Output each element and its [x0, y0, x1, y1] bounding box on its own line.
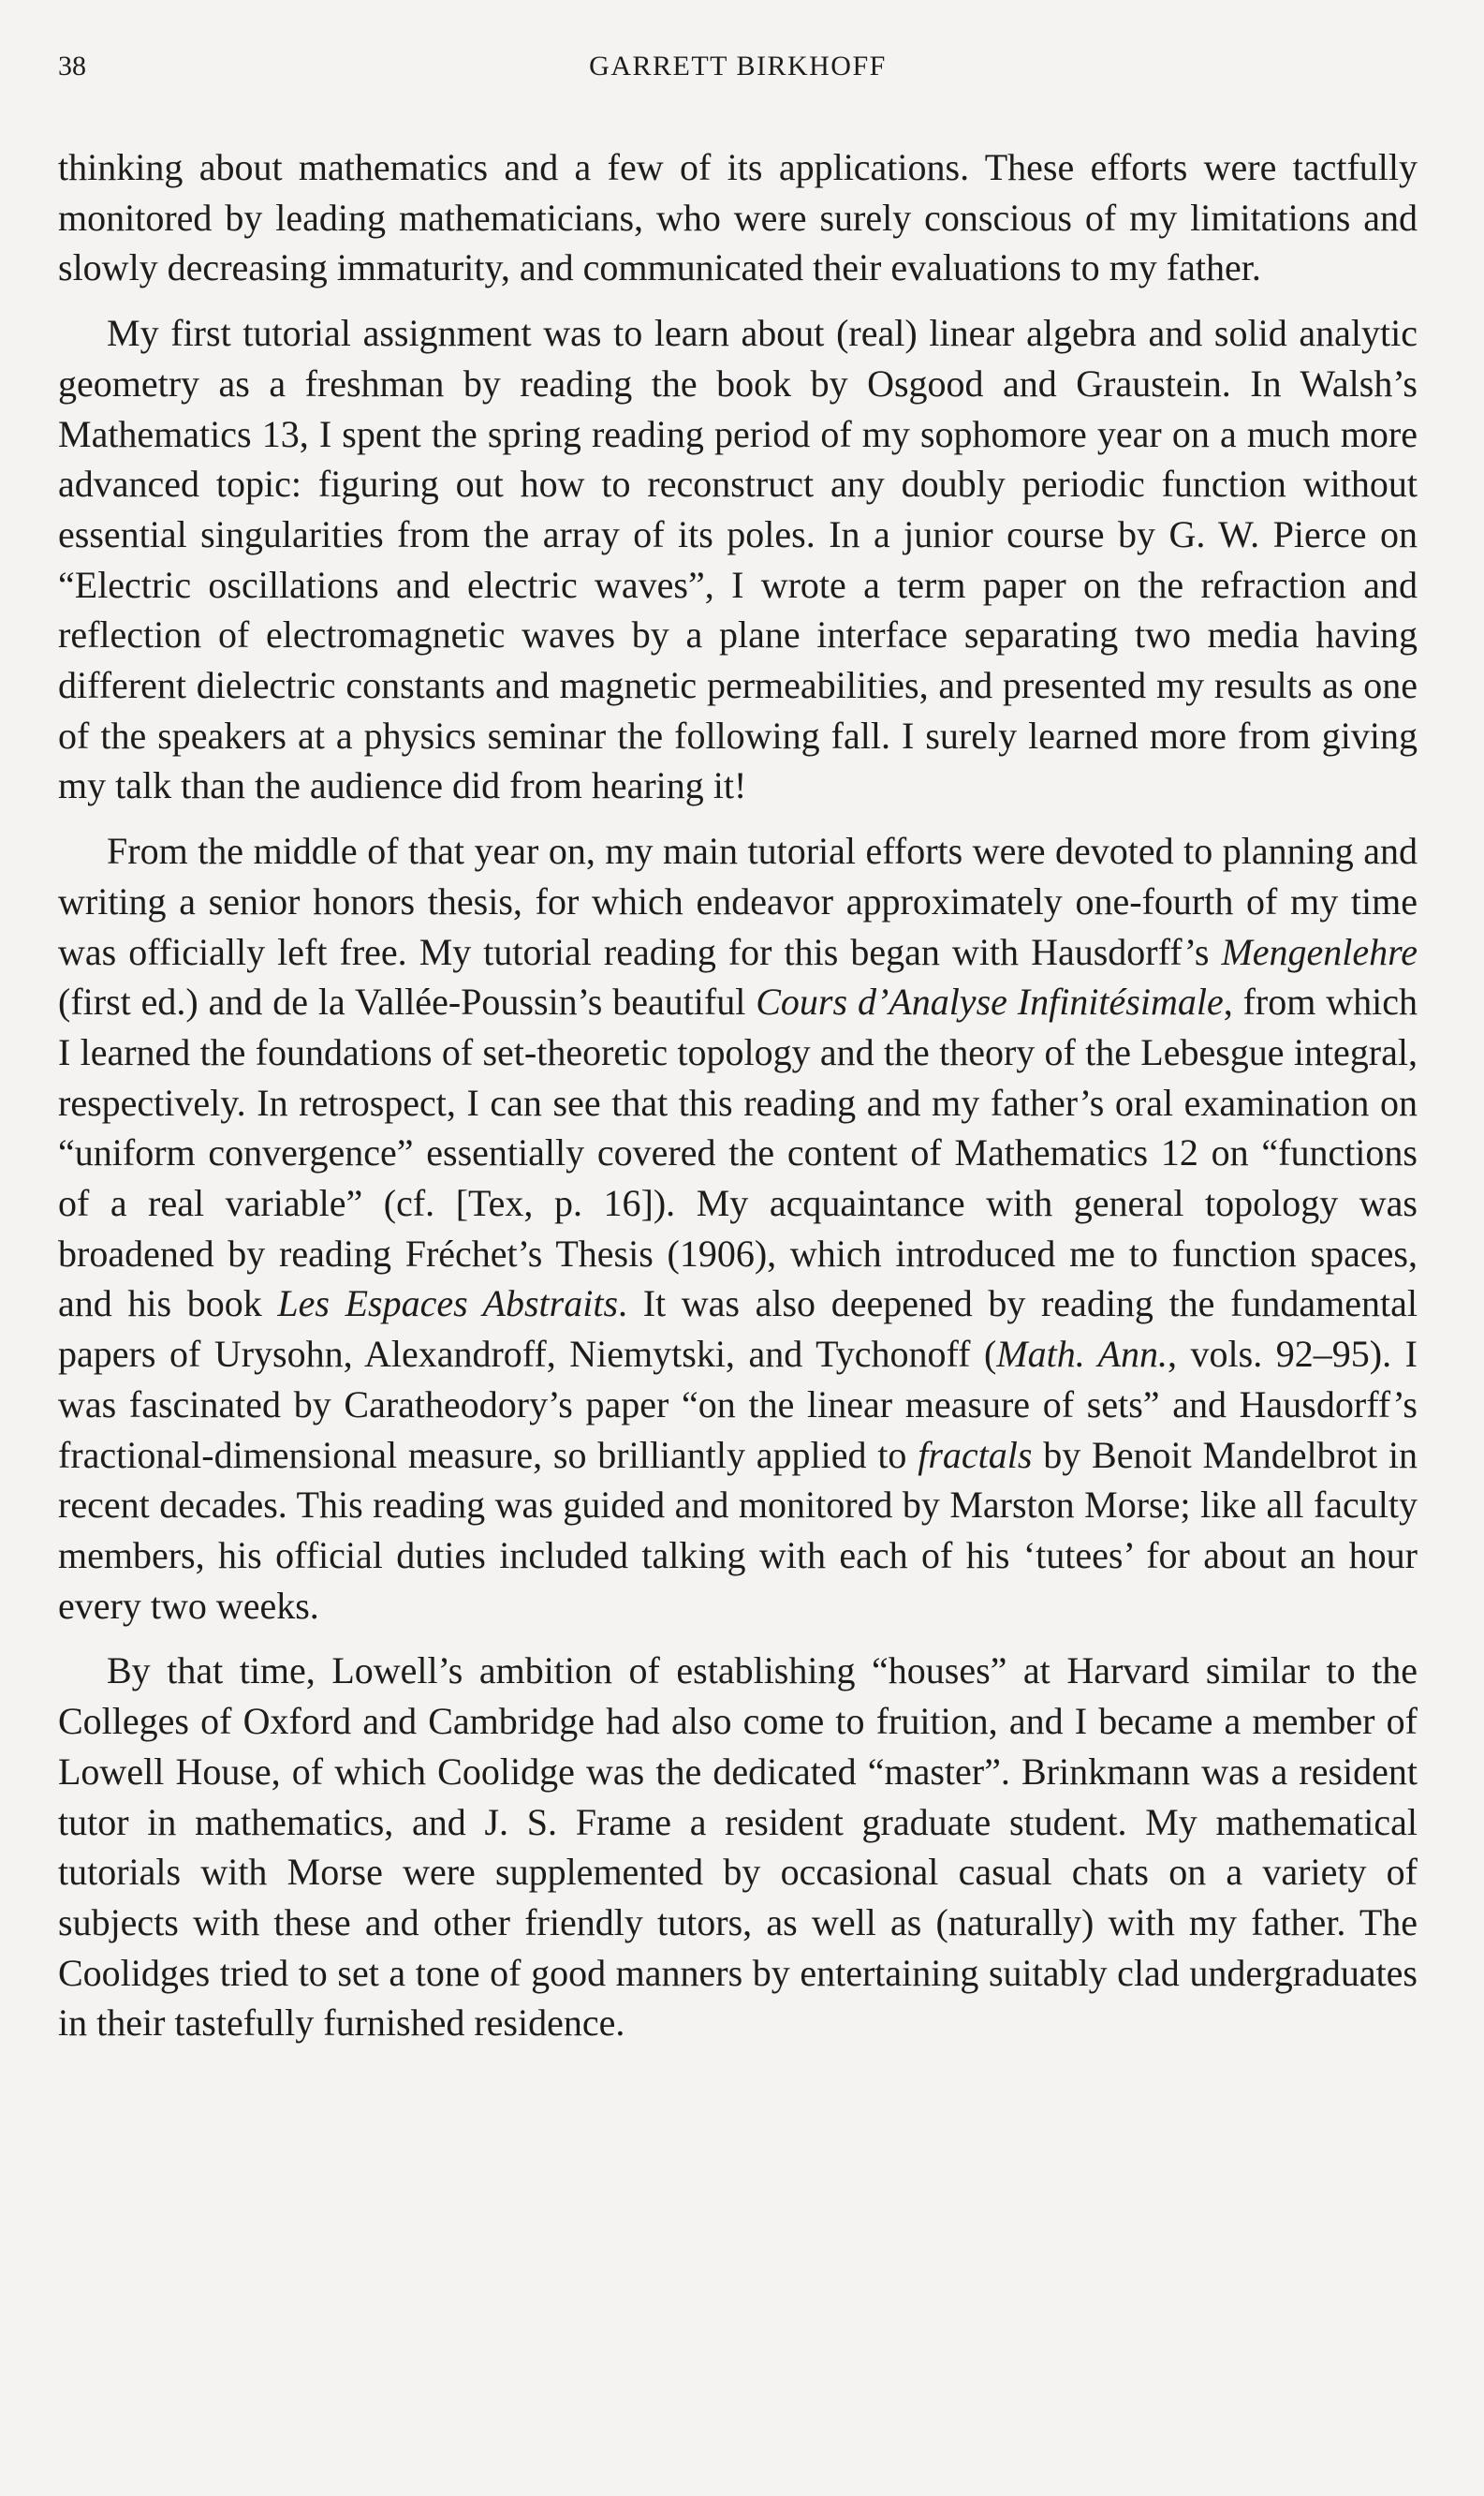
- page-number: 38: [58, 51, 86, 81]
- italic-title: Les Espaces Abstraits: [277, 1282, 619, 1325]
- italic-title: fractals: [918, 1433, 1033, 1476]
- text-run: , vols. 92–95). I was fascinated by Caratheodory’s paper “on the linear measure of sets” and Hausdorff’s fractional-dimensional measure, so brilliantly applied to: [58, 1333, 1418, 1476]
- book-page: [58, 45, 1418, 2063]
- running-head: [58, 45, 1418, 101]
- text-run: by Benoit Mandelbrot in recent decades. This reading was guided and monitored by Marston Morse; like all faculty members, his official duties included talking with each of his ‘tutees’ for about an hour every two weeks.: [58, 1433, 1418, 1627]
- italic-title: Mengenlehre: [1221, 930, 1418, 973]
- text-run: thinking about mathematics and a few of its applications. These efforts were tactfully monitored by leading mathematicians, who were surely conscious of my limitations and slowly decreasing immaturity, and communicated their evaluations to my father.: [58, 146, 1418, 289]
- body-text: [58, 142, 1418, 2048]
- paragraph-3: [58, 826, 1418, 1631]
- italic-title: Math. Ann.: [996, 1333, 1168, 1376]
- paragraph-1: [58, 142, 1418, 293]
- text-run: By that time, Lowell’s ambition of establishing “houses” at Harvard similar to the Colleges of Oxford and Cambridge had also come to fruition, and I became a member of Lowell House, of which Coolidge was the dedicated “master”. Brinkmann was a resident tutor in mathematics, and J. S. Frame a resident graduate student. My mathematical tutorials with Morse were supplemented by occasional casual chats on a variety of subjects with these and other friendly tutors, as well as (naturally) with my father. The Coolidges tried to set a tone of good manners by entertaining suitably clad undergraduates in their tastefully furnished residence.: [58, 1649, 1418, 2045]
- paragraph-4: [58, 1646, 1418, 2048]
- text-run: From the middle of that year on, my main tutorial efforts were devoted to planning and writing a senior honors thesis, for which endeavor approximately one-fourth of my time was officially left free. My tutorial reading for this began with Hausdorff’s: [58, 830, 1418, 973]
- text-run: (first ed.) and de la Vallée-Poussin’s beautiful: [58, 981, 757, 1024]
- text-run: , from which I learned the foundations of set-theoretic topology and the theory of the Lebesgue integral, respectively. In retrospect, I can see that this reading and my father’s oral examination on “uniform convergence” essentially covered the content of Mathematics 12 on “functions of a real variable” (cf. [Tex, p. 16]). My acquaintance with general topology was broadened by reading Fréchet’s Thesis (1906), which introduced me to function spaces, and his book: [58, 981, 1418, 1325]
- paragraph-2: [58, 308, 1418, 811]
- running-title: GARRETT BIRKHOFF: [589, 51, 887, 81]
- italic-title: Cours d’Analyse Infinitésimale: [756, 981, 1224, 1024]
- text-run: My first tutorial assignment was to learn about (real) linear algebra and solid analytic geometry as a freshman by reading the book by Osgood and Graustein. In Walsh’s Mathematics 13, I spent the spring reading period of my sophomore year on a much more advanced topic: figuring out how to reconstruct any doubly periodic function without essential singularities from the array of its poles. In a junior course by G. W. Pierce on “Electric oscillations and electric waves”, I wrote a term paper on the refraction and reflection of electromagnetic waves by a plane interface separating two media having different dielectric constants and magnetic permeabilities, and presented my results as one of the speakers at a physics seminar the following fall. I surely learned more from giving my talk than the audience did from hearing it!: [58, 312, 1418, 807]
- text-run: . It was also deepened by reading the fundamental papers of Urysohn, Alexandroff, Niemytski, and Tychonoff (: [58, 1282, 1418, 1376]
